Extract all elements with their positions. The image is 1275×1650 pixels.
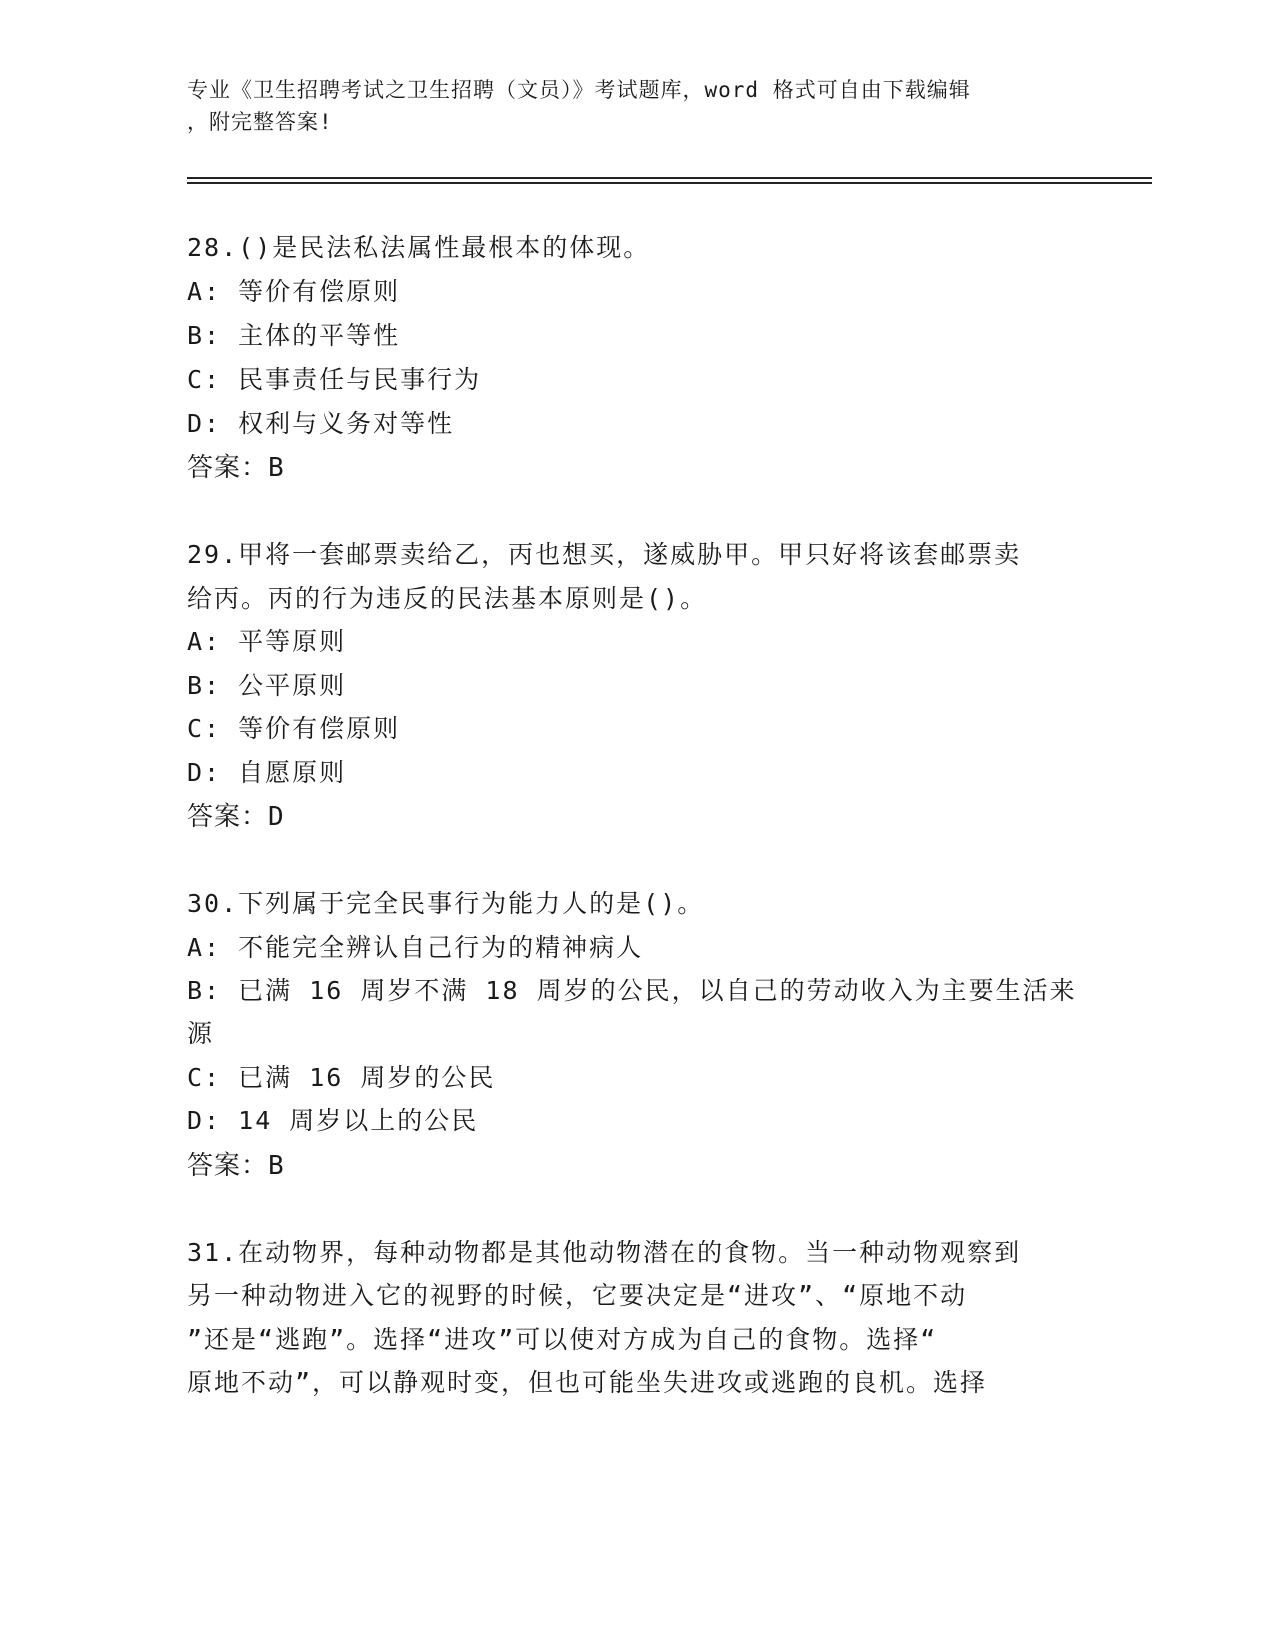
question-31-stem-line-3: ”还是“逃跑”。选择“进攻”可以使对方成为自己的食物。选择“	[187, 1325, 938, 1354]
question-31-stem-line-1: 31.在动物界，每种动物都是其他动物潜在的食物。当一种动物观察到	[187, 1238, 1022, 1267]
question-30-option-b: B: 已满 16 周岁不满 18 周岁的公民，以自己的劳动收入为主要生活来	[187, 976, 1077, 1005]
question-31-stem-line-4: 原地不动”，可以静观时变，但也可能坐失进攻或逃跑的良机。选择	[187, 1368, 988, 1397]
question-29-answer: 答案：D	[187, 802, 285, 832]
question-29-option-c: C: 等价有偿原则	[187, 714, 401, 743]
question-30-option-b-continued: 源	[187, 1019, 215, 1048]
question-30-stem: 30.下列属于完全民事行为能力人的是()。	[187, 889, 705, 918]
header-line-1: 专业《卫生招聘考试之卫生招聘（文员）》考试题库，word 格式可自由下载编辑	[187, 78, 971, 102]
question-28-answer: 答案：B	[187, 453, 285, 483]
question-30-option-c: C: 已满 16 周岁的公民	[187, 1063, 496, 1092]
question-30-option-d: D: 14 周岁以上的公民	[187, 1106, 479, 1135]
question-31-stem-line-2: 另一种动物进入它的视野的时候，它要决定是“进攻”、“原地不动	[187, 1281, 968, 1310]
question-28-option-d: D: 权利与义务对等性	[187, 409, 455, 438]
question-28-option-b: B: 主体的平等性	[187, 321, 401, 350]
question-29-option-d: D: 自愿原则	[187, 758, 347, 787]
question-28-option-a: A: 等价有偿原则	[187, 277, 401, 306]
document-header	[187, 74, 1067, 138]
question-28-option-c: C: 民事责任与民事行为	[187, 365, 482, 394]
question-28-stem: 28.()是民法私法属性最根本的体现。	[187, 233, 651, 262]
question-29-option-a: A: 平等原则	[187, 627, 347, 656]
header-divider-top	[187, 177, 1152, 179]
header-line-2: ，附完整答案!	[187, 110, 333, 134]
question-30-option-a: A: 不能完全辨认自己行为的精神病人	[187, 933, 644, 962]
question-30-answer: 答案：B	[187, 1151, 285, 1181]
question-29-stem-line-2: 给丙。丙的行为违反的民法基本原则是()。	[187, 584, 708, 613]
header-divider-bottom	[187, 182, 1152, 184]
question-29-option-b: B: 公平原则	[187, 671, 347, 700]
question-29-stem-line-1: 29.甲将一套邮票卖给乙，丙也想买，遂威胁甲。甲只好将该套邮票卖	[187, 540, 1022, 569]
